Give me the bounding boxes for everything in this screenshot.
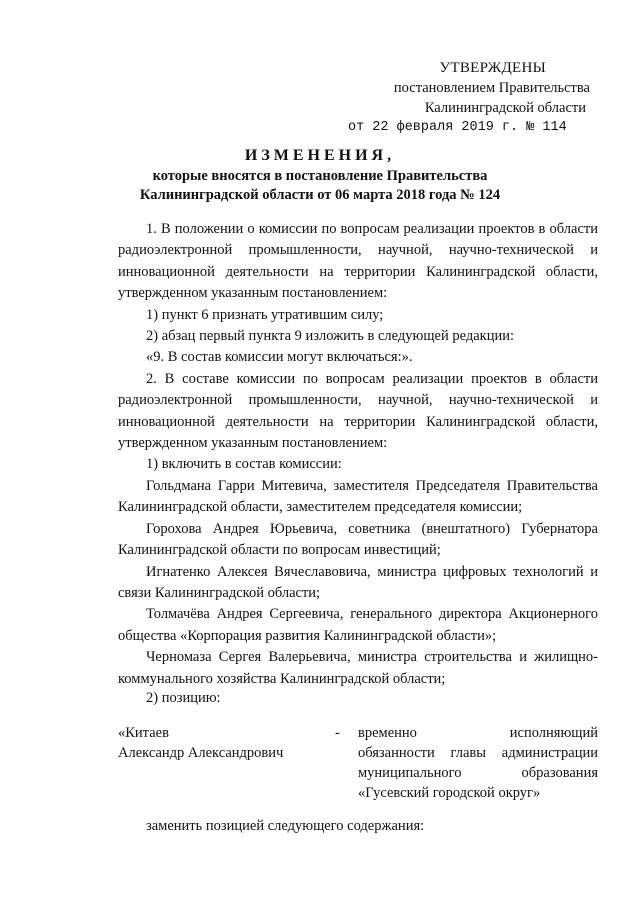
paragraph: Гольдмана Гарри Митевича, заместителя Председателя Правительства Калининградской области, заместителем председателя комиссии; bbox=[118, 477, 598, 516]
item-label: 2) позицию: bbox=[146, 690, 221, 706]
paragraph: Черномаза Сергея Валерьевича, министра строительства и жилищно-коммунального хозяйства Калининградской области; bbox=[118, 649, 598, 687]
approval-line: постановлением Правительства bbox=[393, 80, 590, 96]
paragraph: Толмачёва Андрея Сергеевича, генерального директора Акционерного общества «Корпорация развития Калининградской области»; bbox=[118, 606, 598, 644]
approval-line: Калининградской области bbox=[424, 100, 586, 116]
document-subtitle: Калининградской области от 06 марта 2018 года № 124 bbox=[139, 187, 501, 203]
closing-line: заменить позицией следующего содержания: bbox=[146, 818, 425, 834]
paragraph: «9. В состав комиссии могут включаться:». bbox=[146, 349, 413, 366]
position-name bbox=[118, 723, 318, 763]
position-role-line: временно исполняющий bbox=[358, 725, 598, 741]
paragraph: 1) пункт 6 признать утратившим силу; bbox=[146, 306, 384, 323]
position-role-line: «Гусевский городской округ» bbox=[358, 785, 541, 801]
document-title: ИЗМЕНЕНИЯ, bbox=[244, 147, 396, 164]
position-role bbox=[358, 723, 598, 803]
approval-stamp bbox=[340, 58, 590, 138]
position-dash: - bbox=[335, 725, 340, 741]
position-role-line: муниципального образования bbox=[358, 765, 598, 781]
paragraph: 1. В положении о комиссии по вопросам реализации проектов в области радиоэлектронной промышленности, научной, научно-технической и инновационной деятельности на территории Калининградской области, утвержденном указанным постановлением: bbox=[118, 221, 598, 302]
document-body bbox=[118, 219, 598, 690]
paragraph: Горохова Андрея Юрьевича, советника (внештатного) Губернатора Калининградской области по вопросам инвестиций; bbox=[118, 520, 598, 559]
paragraph: 2) абзац первый пункта 9 изложить в следующей редакции: bbox=[146, 328, 515, 345]
document-subtitle: которые вносятся в постановление Правительства bbox=[152, 168, 488, 184]
approval-date: от 22 февраля 2019 г. № 114 bbox=[348, 120, 567, 135]
paragraph: 1) включить в состав комиссии: bbox=[146, 456, 342, 473]
position-name-line: «Китаев bbox=[118, 725, 169, 741]
paragraph: Игнатенко Алексея Вячеславовича, министра цифровых технологий и связи Калининградской области; bbox=[118, 563, 598, 601]
position-name-line: Александр Александрович bbox=[118, 745, 284, 761]
paragraph: 2. В составе комиссии по вопросам реализации проектов в области радиоэлектронной промышленности, научной, научно-технической и инновационной деятельности на территории Калининградской области, утвержденном указанным постановлением: bbox=[118, 370, 598, 452]
approval-title: УТВЕРЖДЕНЫ bbox=[439, 60, 546, 76]
position-role-line: обязанности главы администрации bbox=[358, 745, 598, 761]
